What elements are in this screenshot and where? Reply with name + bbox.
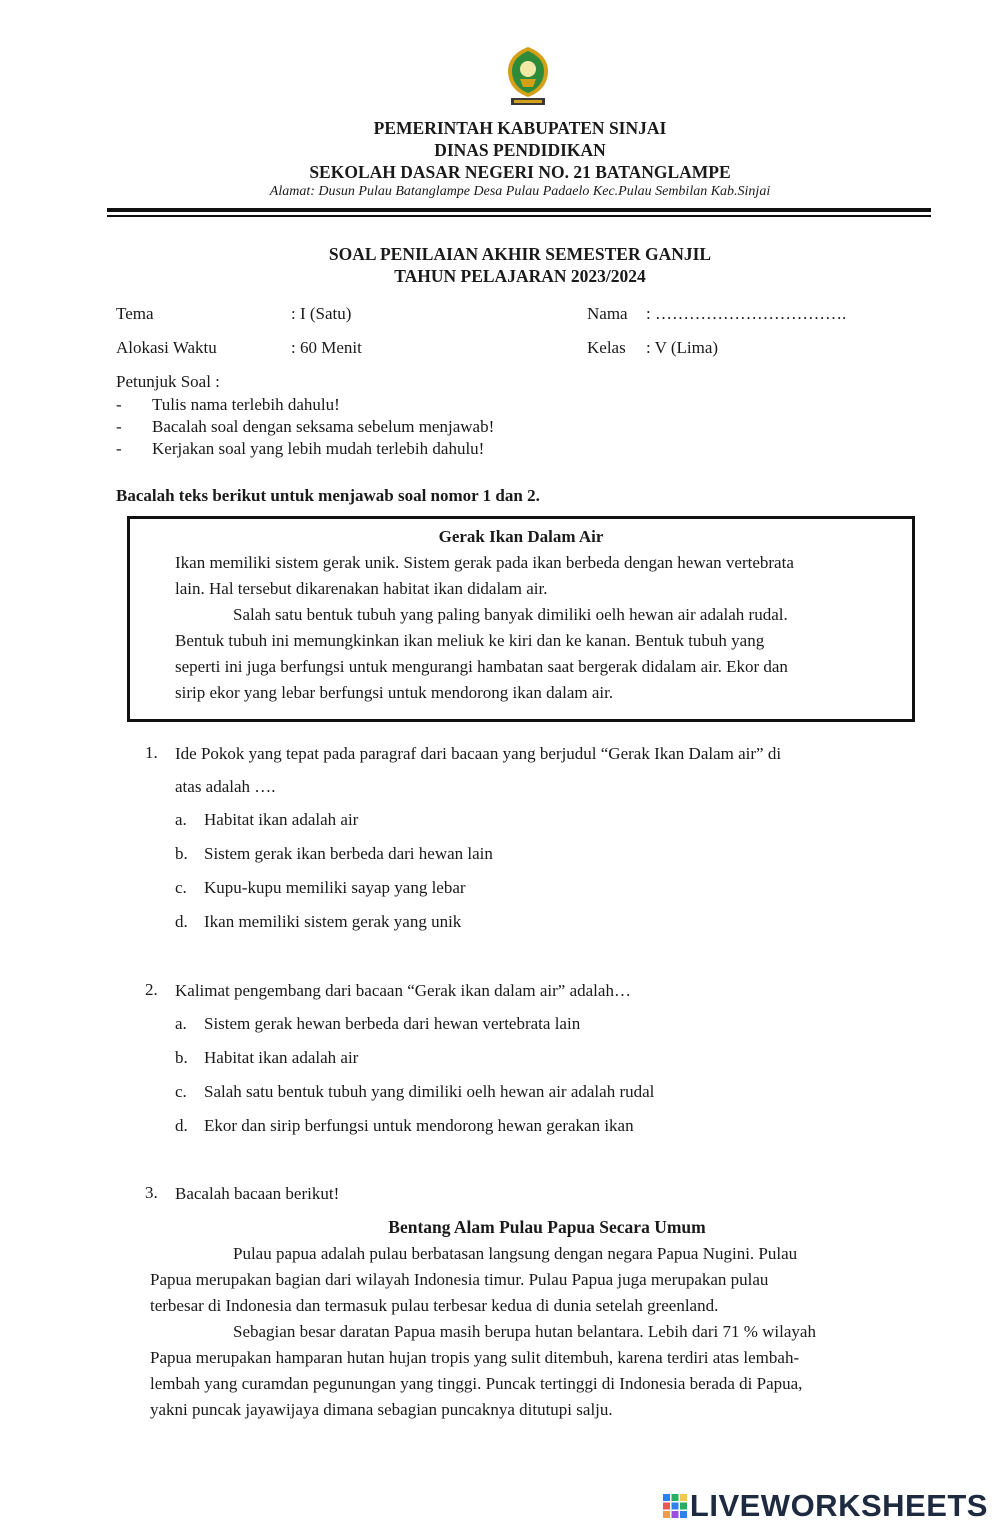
header-department: DINAS PENDIDIKAN <box>434 140 606 160</box>
kelas-label: Kelas <box>587 338 626 357</box>
reading1-line: sirip ekor yang lebar berfungsi untuk mendorong ikan dalam air. <box>175 683 614 702</box>
question-1-number: 1. <box>145 743 158 762</box>
reading1-line: Bentuk tubuh ini memungkinkan ikan meliuk ke kiri dan ke kanan. Bentuk tubuh yang <box>175 631 765 650</box>
question-1-text: Ide Pokok yang tepat pada paragraf dari bacaan yang berjudul “Gerak Ikan Dalam air” di <box>175 744 782 763</box>
reading2-line: lembah yang curamdan pegunungan yang tinggi. Puncak tertinggi di Indonesia berada di Papua, <box>150 1374 803 1393</box>
instruction-item: - Tulis nama terlebih dahulu! <box>116 395 340 414</box>
tema-value: : I (Satu) <box>291 304 352 323</box>
reading2-line: Papua merupakan bagian dari wilayah Indonesia timur. Pulau Papua juga merupakan pulau <box>150 1270 769 1289</box>
question-3-number: 3. <box>145 1183 158 1202</box>
reading2-line: terbesar di Indonesia dan termasuk pulau terbesar kedua di dunia setelah greenland. <box>150 1296 719 1315</box>
q2-option-c-letter: c. <box>175 1082 187 1101</box>
q1-option-d-letter: d. <box>175 912 188 931</box>
header-school: SEKOLAH DASAR NEGERI NO. 21 BATANGLAMPE <box>309 162 731 182</box>
q2-option-a-letter: a. <box>175 1014 187 1033</box>
instruction-item: - Bacalah soal dengan seksama sebelum menjawab! <box>116 417 495 436</box>
q2-option-d-letter: d. <box>175 1116 188 1135</box>
question-3-text: Bacalah bacaan berikut! <box>175 1184 340 1203</box>
regency-emblem-logo <box>505 45 551 109</box>
q1-option-a[interactable]: Habitat ikan adalah air <box>204 810 359 829</box>
header-government: PEMERINTAH KABUPATEN SINJAI <box>373 118 667 138</box>
q2-option-b[interactable]: Habitat ikan adalah air <box>204 1048 359 1067</box>
liveworksheets-grid-icon <box>662 1493 688 1519</box>
reading2-line: Sebagian besar daratan Papua masih berupa hutan belantara. Lebih dari 71 % wilayah <box>233 1322 816 1341</box>
reading2-line: Pulau papua adalah pulau berbatasan langsung dengan negara Papua Nugini. Pulau <box>233 1244 798 1263</box>
kelas-value: : V (Lima) <box>646 338 719 357</box>
question-2-text: Kalimat pengembang dari bacaan “Gerak ikan dalam air” adalah… <box>175 981 631 1000</box>
liveworksheets-text: LIVEWORKSHEETS <box>689 1488 988 1523</box>
waktu-label: Alokasi Waktu <box>116 338 217 357</box>
tema-label: Tema <box>116 304 154 323</box>
q1-option-c-letter: c. <box>175 878 187 897</box>
q2-option-d[interactable]: Ekor dan sirip berfungsi untuk mendorong hewan gerakan ikan <box>204 1116 634 1135</box>
header-divider-thick <box>107 208 931 212</box>
q1-option-b[interactable]: Sistem gerak ikan berbeda dari hewan lain <box>204 844 493 863</box>
exam-title: SOAL PENILAIAN AKHIR SEMESTER GANJIL <box>328 244 712 264</box>
reading2-line: Papua merupakan hamparan hutan hujan tropis yang sulit ditembuh, karena terdiri atas lembah- <box>150 1348 800 1367</box>
q1-option-b-letter: b. <box>175 844 188 863</box>
q1-option-c[interactable]: Kupu-kupu memiliki sayap yang lebar <box>204 878 466 897</box>
question-1-text-cont: atas adalah …. <box>175 777 276 796</box>
reading1-intro: Bacalah teks berikut untuk menjawab soal nomor 1 dan 2. <box>116 486 540 505</box>
exam-year: TAHUN PELAJARAN 2023/2024 <box>394 266 646 286</box>
q2-option-b-letter: b. <box>175 1048 188 1067</box>
q2-option-a[interactable]: Sistem gerak hewan berbeda dari hewan vertebrata lain <box>204 1014 581 1033</box>
q1-option-d[interactable]: Ikan memiliki sistem gerak yang unik <box>204 912 462 931</box>
nama-label: Nama <box>587 304 628 323</box>
q1-option-a-letter: a. <box>175 810 187 829</box>
q2-option-c[interactable]: Salah satu bentuk tubuh yang dimiliki oelh hewan air adalah rudal <box>204 1082 655 1101</box>
reading1-line: Salah satu bentuk tubuh yang paling banyak dimiliki oelh hewan air adalah rudal. <box>233 605 788 624</box>
question-2-number: 2. <box>145 980 158 999</box>
reading2-title: Bentang Alam Pulau Papua Secara Umum <box>388 1217 706 1237</box>
instruction-item: - Kerjakan soal yang lebih mudah terlebih dahulu! <box>116 439 485 458</box>
reading1-line: Ikan memiliki sistem gerak unik. Sistem gerak pada ikan berbeda dengan hewan vertebrata <box>175 553 794 572</box>
header-divider-thin <box>107 215 931 217</box>
reading2-line: yakni puncak jayawijaya dimana sebagian puncaknya ditutupi salju. <box>150 1400 613 1419</box>
reading1-line: lain. Hal tersebut dikarenakan habitat ikan didalam air. <box>175 579 548 598</box>
header-address: Alamat: Dusun Pulau Batanglampe Desa Pulau Padaelo Kec.Pulau Sembilan Kab.Sinjai <box>269 184 771 199</box>
waktu-value: : 60 Menit <box>291 338 362 357</box>
reading1-line: seperti ini juga berfungsi untuk mengurangi hambatan saat bergerak didalam air. Ekor dan <box>175 657 788 676</box>
instructions-title: Petunjuk Soal : <box>116 372 220 391</box>
liveworksheets-watermark[interactable] <box>662 1488 988 1524</box>
nama-value: : ……………………………. <box>646 304 847 323</box>
reading1-title: Gerak Ikan Dalam Air <box>438 527 604 546</box>
